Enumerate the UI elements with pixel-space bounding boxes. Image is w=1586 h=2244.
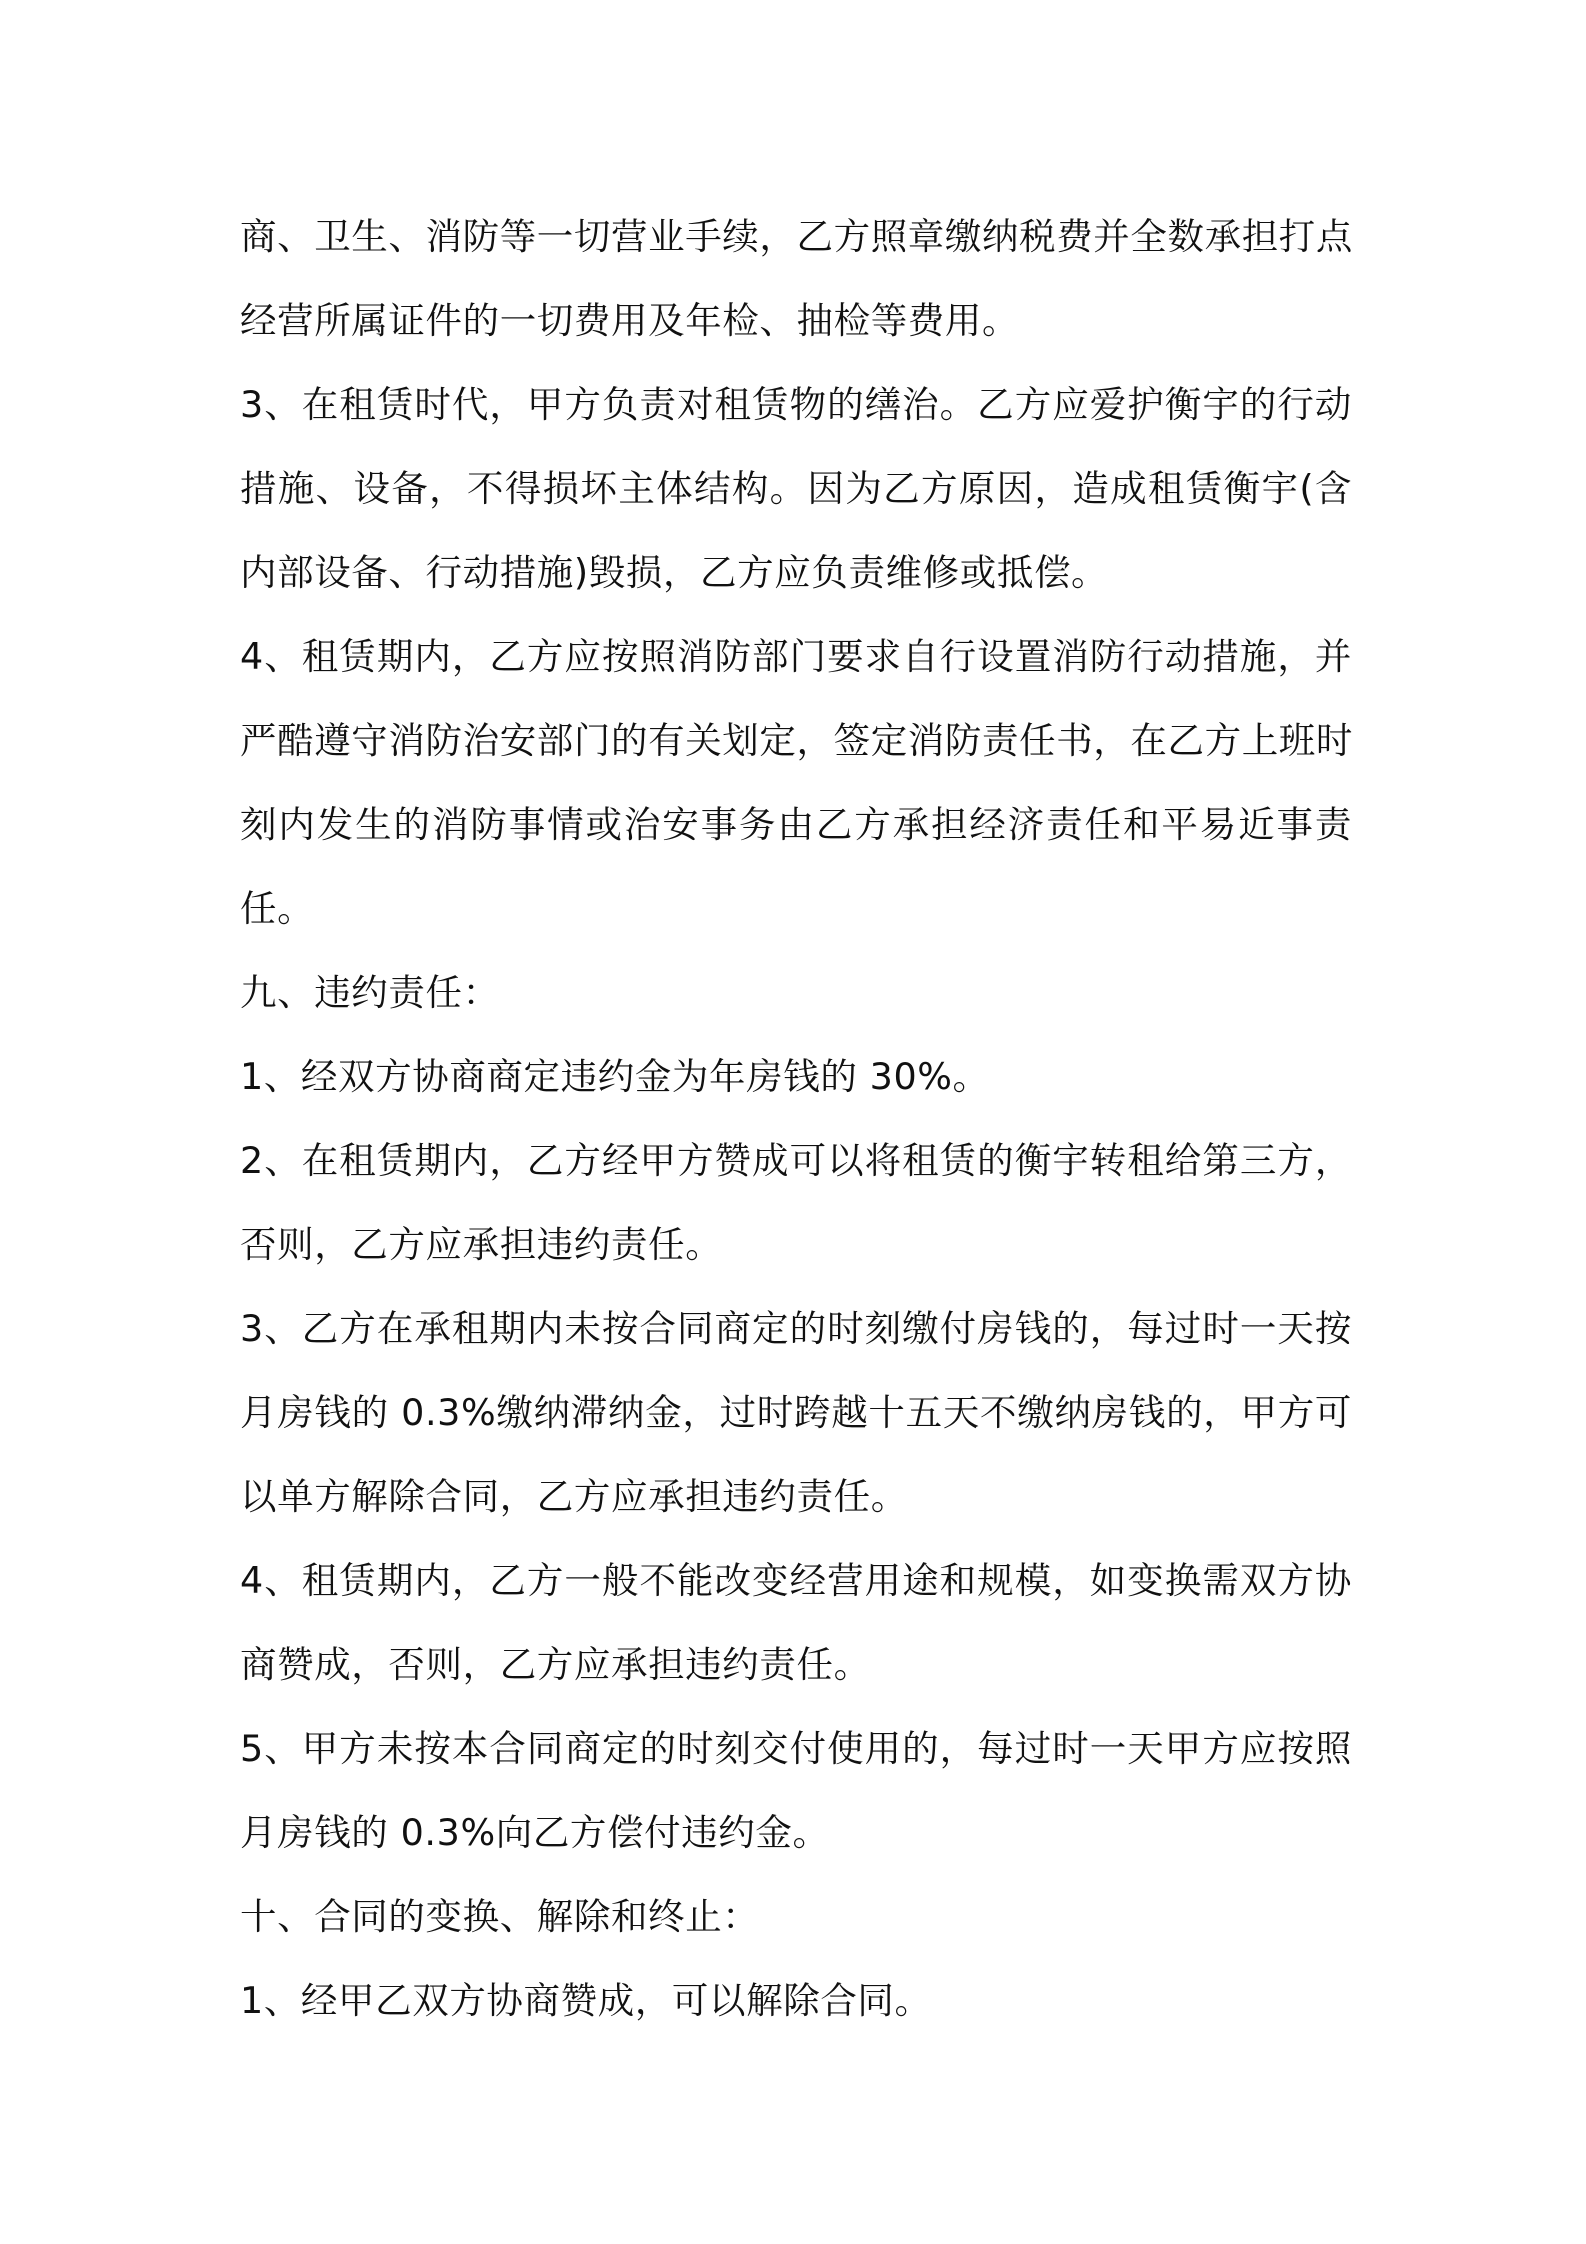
section-heading: 九、违约责任： — [240, 971, 500, 1014]
text-line: 1、经甲乙双方协商赞成，可以解除合同。 — [240, 1979, 932, 2022]
text-line: 月房钱的 0.3%缴纳滞纳金，过时跨越十五天不缴纳房钱的，甲方可 — [240, 1391, 1352, 1434]
document-body — [240, 195, 1352, 2043]
paragraph-breach-2 — [240, 1119, 1352, 1287]
text-line: 以单方解除合同，乙方应承担违约责任。 — [240, 1475, 908, 1518]
text-line: 内部设备、行动措施)毁损，乙方应负责维修或抵偿。 — [240, 551, 1109, 594]
section-heading-contract-changes — [240, 1875, 1352, 1959]
text-line: 否则，乙方应承担违约责任。 — [240, 1223, 723, 1266]
paragraph-breach-5 — [240, 1707, 1352, 1875]
paragraph-clause-3-repairs — [240, 363, 1352, 615]
text-line: 商、卫生、消防等一切营业手续，乙方照章缴纳税费并全数承担打点 — [240, 215, 1353, 258]
text-line: 措施、设备，不得损坏主体结构。因为乙方原因，造成租赁衡宇(含 — [240, 467, 1352, 510]
text-line: 经营所属证件的一切费用及年检、抽检等费用。 — [240, 299, 1020, 342]
section-heading-breach-liability — [240, 951, 1352, 1035]
paragraph-breach-3 — [240, 1287, 1352, 1539]
text-line: 3、在租赁时代，甲方负责对租赁物的缮治。乙方应爱护衡宇的行动 — [240, 383, 1352, 426]
text-line: 1、经双方协商商定违约金为年房钱的 30%。 — [240, 1055, 990, 1098]
text-line: 3、乙方在承租期内未按合同商定的时刻缴付房钱的，每过时一天按 — [240, 1307, 1352, 1350]
text-line: 4、租赁期内，乙方一般不能改变经营用途和规模，如变换需双方协 — [240, 1559, 1352, 1602]
paragraph-business-procedures — [240, 195, 1352, 363]
text-line: 刻内发生的消防事情或治安事务由乙方承担经济责任和平易近事责 — [240, 803, 1352, 846]
text-line: 严酷遵守消防治安部门的有关划定，签定消防责任书，在乙方上班时 — [240, 719, 1353, 762]
paragraph-breach-4 — [240, 1539, 1352, 1707]
text-line: 月房钱的 0.3%向乙方偿付违约金。 — [240, 1811, 830, 1854]
text-line: 5、甲方未按本合同商定的时刻交付使用的，每过时一天甲方应按照 — [240, 1727, 1352, 1770]
section-heading: 十、合同的变换、解除和终止： — [240, 1895, 760, 1938]
paragraph-clause-4-fire-safety — [240, 615, 1352, 951]
text-line: 商赞成，否则，乙方应承担违约责任。 — [240, 1643, 871, 1686]
paragraph-breach-1 — [240, 1035, 1352, 1119]
text-line: 4、租赁期内，乙方应按照消防部门要求自行设置消防行动措施，并 — [240, 635, 1352, 678]
text-line: 2、在租赁期内，乙方经甲方赞成可以将租赁的衡宇转租给第三方， — [240, 1139, 1352, 1182]
text-line: 任。 — [240, 887, 315, 930]
paragraph-termination-1 — [240, 1959, 1352, 2043]
